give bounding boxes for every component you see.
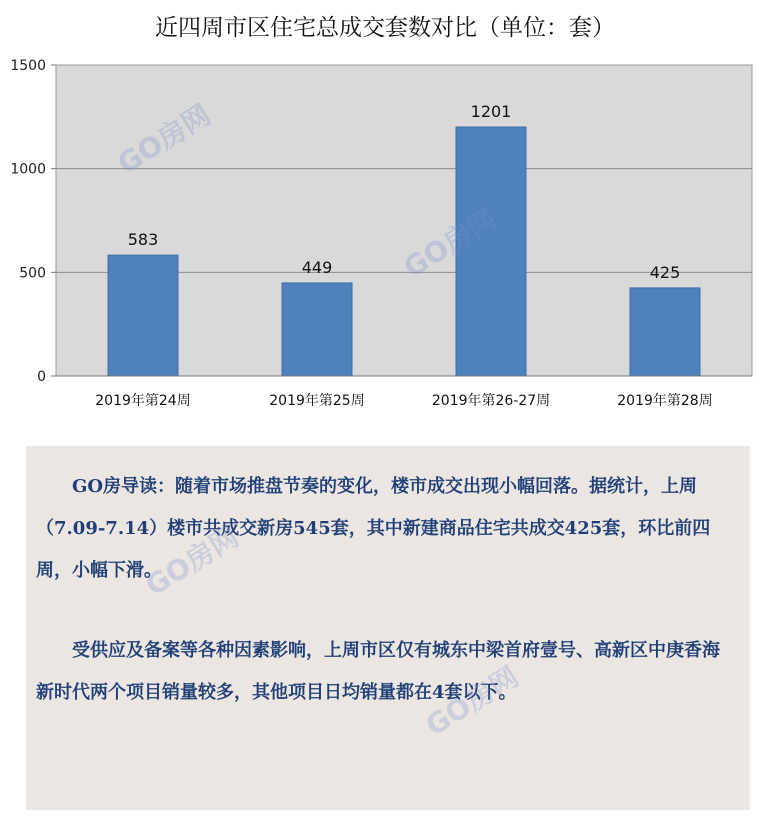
bar-chart [0,52,770,422]
data-label: 1201 [470,101,512,121]
bar [282,283,352,376]
article-paragraph-1: GO房导读：随着市场推盘节奏的变化，楼市成交出现小幅回落。据统计，上周（7.09-7.14）楼市共成交新房545套，其中新建商品住宅共成交425套，环比前四周，小幅下滑。 [36,476,711,581]
watermark: GO房网 [419,660,525,743]
data-label: 583 [127,230,159,250]
watermark: GO房网 [139,520,245,603]
article-paragraph-2: 受供应及备案等各种因素影响，上周市区仅有城东中梁首府壹号、高新区中庚香海新时代两个项目销量较多，其他项目日均销量都在4套以下。 [36,640,720,703]
watermark: GO房网 [397,202,503,285]
chart-title: 近四周市区住宅总成交套数对比（单位：套） [155,15,615,41]
bar [108,255,178,376]
data-label: 425 [649,262,681,282]
data-label: 449 [301,257,333,277]
y-tick-label: 500 [19,265,46,282]
y-tick-label: 1500 [10,58,46,74]
y-tick-label: 1000 [10,161,46,178]
watermark: GO房网 [111,98,217,181]
x-tick-label: 2019年第25周 [269,393,365,409]
x-tick-label: 2019年第26-27周 [431,393,551,409]
x-tick-label: 2019年第24周 [95,393,191,409]
bar [456,127,526,376]
x-tick-label: 2019年第28周 [617,393,713,409]
article-panel [26,446,750,810]
y-tick-label: 0 [37,369,46,385]
bar [630,288,700,376]
